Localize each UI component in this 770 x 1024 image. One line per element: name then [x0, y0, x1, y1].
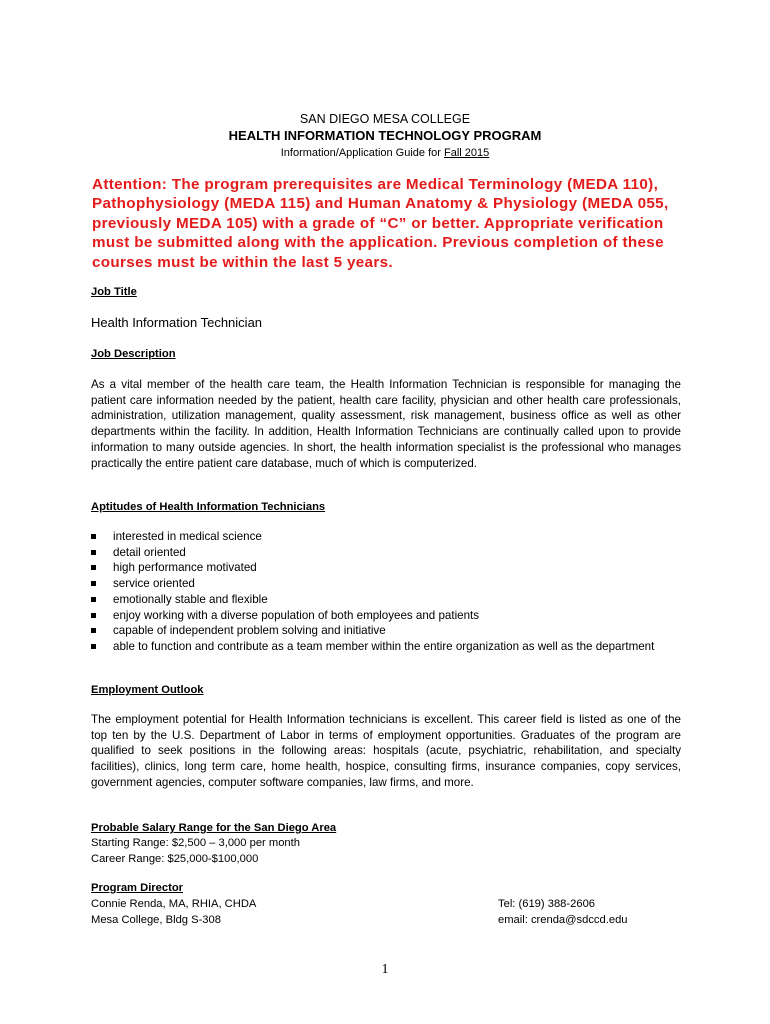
- job-title-value: Health Information Technician: [91, 315, 263, 330]
- employment-outlook-heading: Employment Outlook: [91, 684, 204, 696]
- guide-term: Fall 2015: [444, 147, 490, 159]
- list-item-text: capable of independent problem solving and initiative: [113, 624, 386, 638]
- job-description-heading: Job Description: [91, 348, 176, 360]
- guide-subtitle: [0, 147, 770, 159]
- bullet-icon: [91, 628, 96, 633]
- list-item-text: detail oriented: [113, 545, 186, 559]
- list-item: [91, 576, 681, 592]
- job-title-heading: Job Title: [91, 286, 137, 298]
- bullet-icon: [91, 550, 96, 555]
- director-phone: Tel: (619) 388-2606: [498, 898, 596, 910]
- bullet-icon: [91, 597, 96, 602]
- list-item: [91, 592, 681, 608]
- director-name: Connie Renda, MA, RHIA, CHDA: [91, 898, 257, 910]
- list-item-text: emotionally stable and flexible: [113, 592, 268, 606]
- list-item-text: service oriented: [113, 577, 195, 591]
- director-office: Mesa College, Bldg S-308: [91, 914, 221, 926]
- bullet-icon: [91, 565, 96, 570]
- page-number: 1: [381, 962, 389, 977]
- list-item: [91, 560, 681, 576]
- salary-starting: Starting Range: $2,500 – 3,000 per month: [91, 837, 300, 849]
- list-item: [91, 608, 681, 624]
- bullet-icon: [91, 581, 96, 586]
- list-item-text: enjoy working with a diverse population of both employees and patients: [113, 608, 480, 622]
- bullet-icon: [91, 644, 96, 649]
- list-item-text: interested in medical science: [113, 530, 262, 543]
- college-name: SAN DIEGO MESA COLLEGE: [299, 112, 471, 126]
- list-item-text: high performance motivated: [113, 561, 257, 575]
- salary-career: Career Range: $25,000-$100,000: [91, 853, 259, 865]
- list-item: [91, 529, 681, 545]
- list-item: [91, 639, 681, 655]
- aptitudes-list: [91, 529, 681, 655]
- guide-prefix: Information/Application Guide for: [280, 147, 444, 159]
- list-item: [91, 623, 681, 639]
- bullet-icon: [91, 613, 96, 618]
- director-heading: Program Director: [91, 882, 184, 894]
- salary-heading: Probable Salary Range for the San Diego Area: [91, 822, 337, 834]
- aptitudes-heading: Aptitudes of Health Information Technicians: [91, 501, 326, 513]
- job-description-text: As a vital member of the health care team, the Health Information Technician is responsible for managing the patient care information needed by the patient, health care facility, physician and other health care professionals, administration, utilization management, quality assessment, risk management, business office as well as other departments within the facility. In addition, Health Information Technicians are continually called upon to provide information to many outside agencies. In short, the health information specialist is the professional who manages practically the entire patient care database, much of which is computerized.: [91, 378, 681, 470]
- director-email: email: crenda@sdccd.edu: [498, 914, 628, 926]
- employment-outlook-text: The employment potential for Health Information technicians is excellent. This career field is listed as one of the top ten by the U.S. Department of Labor in terms of employment opportunities. Graduates of the program are qualified to seek positions in the following areas: hospitals (acute, psychiatric, rehabilitation, and specialty facilities), clinics, long term care, home health, hospice, consulting firms, insurance companies, copy services, government agencies, computer software companies, law firms, and more.: [91, 713, 681, 789]
- program-title: HEALTH INFORMATION TECHNOLOGY PROGRAM: [228, 128, 542, 143]
- attention-notice: Attention: The program prerequisites are Medical Terminology (MEDA 110), Pathophysiology (MEDA 115) and Human Anatomy & Physiology (MEDA 055, previously MEDA 105) with a grade of “C” or better. Appropriate verification must be submitted along with the application. Previous completion of these courses must be within the last 5 years.: [92, 176, 669, 271]
- list-item: [91, 545, 681, 561]
- bullet-icon: [91, 534, 96, 539]
- list-item-text: able to function and contribute as a team member within the entire organization as well as the department: [113, 639, 655, 653]
